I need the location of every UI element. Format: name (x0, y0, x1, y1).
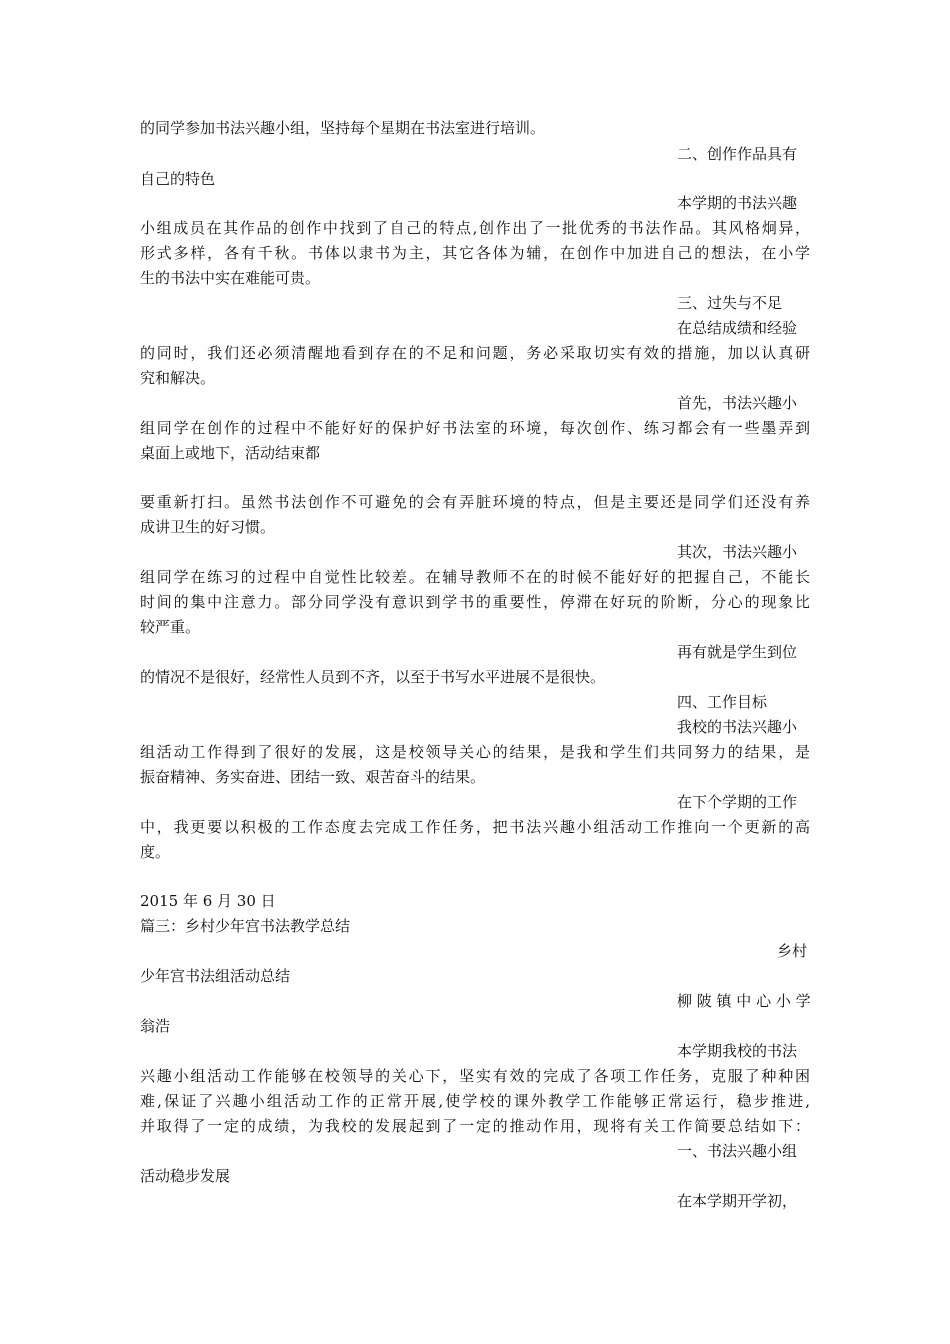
text-line: 形式多样，各有千秋。书体以隶书为主，其它各体为辅，在创作中加进自己的想法，在小学 (140, 244, 810, 262)
text-line: 其次，书法兴趣小 (677, 543, 798, 561)
text-line: 在总结成绩和经验 (677, 319, 798, 337)
section-heading: 二、创作作品具有 (677, 145, 798, 163)
text-line: 成讲卫生的好习惯。 (140, 518, 276, 536)
text-line: 乡村 (777, 942, 808, 960)
text-line: 在下个学期的工作 (677, 793, 798, 811)
text-line: 本学期的书法兴趣 (677, 194, 798, 212)
text-line: 小组成员在其作品的创作中找到了自己的特点,创作出了一批优秀的书法作品。其风格炯异， (140, 219, 810, 237)
text-line: 生的书法中实在难能可贵。 (140, 269, 321, 287)
author-school: 柳 陂 镇 中 心 小 学 (677, 992, 811, 1010)
section-heading: 一、书法兴趣小组 (677, 1142, 798, 1160)
text-line: 自己的特色 (140, 170, 216, 188)
text-line: 桌面上或地下，活动结束都 (140, 444, 321, 462)
text-line: 中，我更要以积极的工作态度去完成工作任务，把书法兴趣小组活动工作推向一个更新的高 (140, 818, 810, 836)
text-line: 的同学参加书法兴趣小组，坚持每个星期在书法室进行培训。 (140, 119, 546, 137)
text-line: 组同学在创作的过程中不能好好的保护好书法室的环境，每次创作、练习都会有一些墨弄到 (140, 419, 810, 437)
author-name: 翁浩 (140, 1017, 171, 1035)
date-line: 2015 年 6 月 30 日 (140, 892, 276, 910)
text-line: 难,保证了兴趣小组活动工作的正常开展,使学校的课外教学工作能够正常运行，稳步推进, (140, 1092, 810, 1110)
text-line: 并取得了一定的成绩，为我校的发展起到了一定的推动作用，现将有关工作简要总结如下： (140, 1117, 810, 1135)
section-heading: 三、过失与不足 (677, 294, 783, 312)
text-line: 少年宫书法组活动总结 (140, 967, 291, 985)
text-line: 较严重。 (140, 618, 201, 636)
text-line: 振奋精神、务实奋进、团结一致、艰苦奋斗的结果。 (140, 768, 486, 786)
text-line: 组同学在练习的过程中自觉性比较差。在辅导教师不在的时候不能好好的把握自己，不能长 (140, 568, 810, 586)
text-line: 组活动工作得到了很好的发展，这是校领导关心的结果，是我和学生们共同努力的结果，是 (140, 743, 810, 761)
text-line: 在本学期开学初， (677, 1192, 798, 1210)
text-line: 度。 (140, 843, 171, 861)
article-title: 篇三：乡村少年宫书法教学总结 (140, 917, 351, 935)
text-line: 要重新打扫。虽然书法创作不可避免的会有弄脏环境的特点，但是主要还是同学们还没有养 (140, 493, 810, 511)
text-line: 首先，书法兴趣小 (677, 394, 798, 412)
text-line: 时间的集中注意力。部分同学没有意识到学书的重要性，停滞在好玩的阶断，分心的现象比 (140, 593, 810, 611)
text-line: 究和解决。 (140, 369, 216, 387)
text-line: 的同时，我们还必须清醒地看到存在的不足和问题，务必采取切实有效的措施，加以认真研 (140, 344, 810, 362)
text-line: 兴趣小组活动工作能够在校领导的关心下，坚实有效的完成了各项工作任务，克服了种种困 (140, 1067, 810, 1085)
text-line: 我校的书法兴趣小 (677, 718, 798, 736)
text-line: 的情况不是很好，经常性人员到不齐，以至于书写水平进展不是很快。 (140, 668, 606, 686)
text-line: 再有就是学生到位 (677, 643, 798, 661)
text-line: 活动稳步发展 (140, 1167, 231, 1185)
text-line: 本学期我校的书法 (677, 1042, 798, 1060)
section-heading: 四、工作目标 (677, 693, 768, 711)
